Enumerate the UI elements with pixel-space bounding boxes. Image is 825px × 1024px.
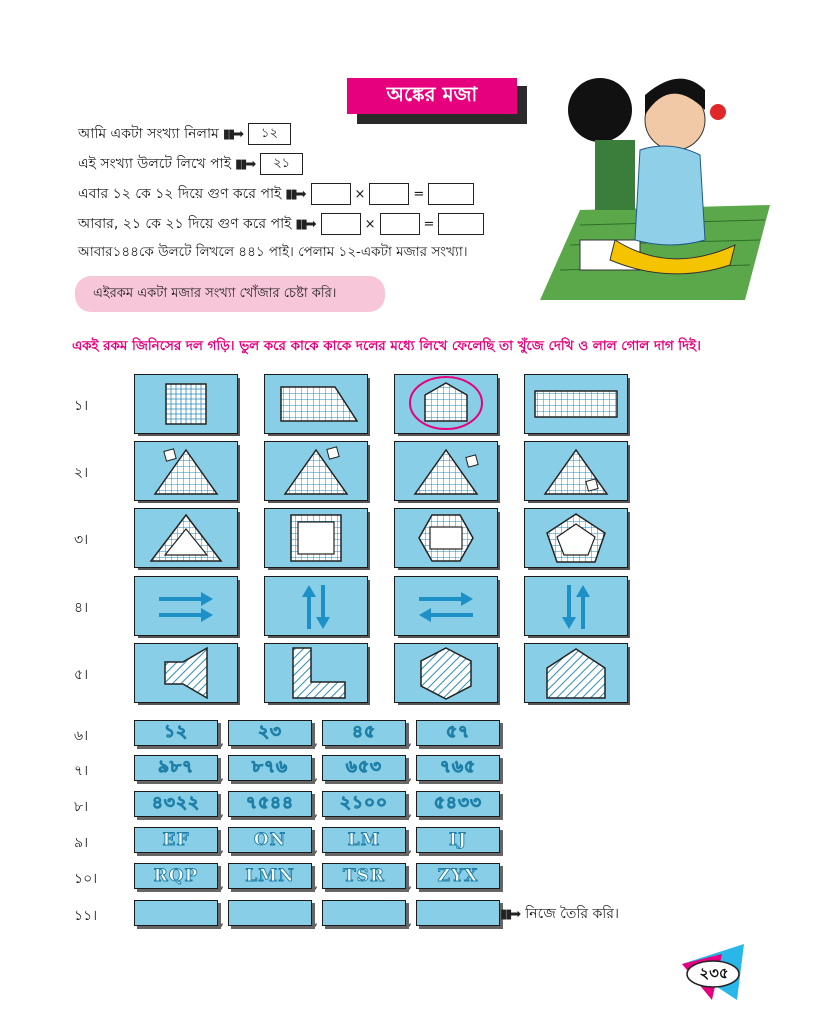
hatched-hexagon-icon bbox=[395, 644, 497, 702]
number-cell[interactable] bbox=[228, 900, 312, 926]
comma: , bbox=[220, 769, 224, 783]
answer-box[interactable] bbox=[438, 213, 484, 235]
shape-tile-grid-square[interactable] bbox=[134, 374, 238, 434]
number-box: ১২ bbox=[248, 123, 291, 145]
comma: , bbox=[314, 734, 318, 748]
page-number: ২৩৫ bbox=[699, 964, 729, 982]
number-cell[interactable]: ZYX bbox=[416, 863, 500, 889]
arrows-down-up-icon bbox=[525, 577, 627, 635]
shape-tile-arrows-up-down[interactable] bbox=[264, 576, 368, 636]
number-cell[interactable]: ২৩ bbox=[228, 720, 312, 746]
number-cell[interactable]: EF bbox=[134, 827, 218, 853]
intro-text-1: আমি একটা সংখ্যা নিলাম bbox=[78, 126, 219, 142]
number-cell[interactable]: IJ bbox=[416, 827, 500, 853]
arrows-opposite-icon bbox=[395, 577, 497, 635]
shape-tile-hatched-L[interactable] bbox=[264, 643, 368, 703]
comma: , bbox=[408, 734, 412, 748]
shape-tile-triangle-flag[interactable] bbox=[264, 441, 368, 501]
intro-line-4 bbox=[78, 212, 484, 236]
comma: , bbox=[408, 841, 412, 855]
shape-tile-pentagon-frame[interactable] bbox=[524, 508, 628, 568]
row-label: ৪। bbox=[74, 600, 89, 616]
arrow-icon: ▮▮➡ bbox=[295, 216, 315, 232]
equals-sign: = bbox=[413, 186, 425, 202]
number-cell[interactable] bbox=[416, 900, 500, 926]
intro-text-3: এবার ১২ কে ১২ দিয়ে গুণ করে পাই bbox=[78, 186, 282, 202]
number-cell[interactable]: ২১০০ bbox=[322, 791, 406, 817]
number-cell[interactable]: LM bbox=[322, 827, 406, 853]
answer-box[interactable] bbox=[380, 213, 420, 235]
equals-sign: = bbox=[423, 216, 435, 232]
comma: , bbox=[314, 769, 318, 783]
shape-tile-square-frame[interactable] bbox=[264, 508, 368, 568]
triangle-flag-icon bbox=[265, 442, 367, 500]
row-label: ৭। bbox=[74, 763, 89, 779]
comma: , bbox=[408, 914, 412, 928]
intro-text-4: আবার, ২১ কে ২১ দিয়ে গুণ করে পাই bbox=[78, 216, 292, 232]
intro-line-3 bbox=[78, 182, 474, 206]
children-illustration bbox=[520, 70, 770, 300]
number-cell[interactable]: ON bbox=[228, 827, 312, 853]
task-note bbox=[75, 276, 385, 312]
intro-line-1 bbox=[78, 122, 291, 146]
intro-line-2 bbox=[78, 152, 303, 176]
arrows-up-down-icon bbox=[265, 577, 367, 635]
comma: , bbox=[220, 914, 224, 928]
row-label: ৯। bbox=[74, 835, 89, 851]
arrows-right-icon bbox=[135, 577, 237, 635]
number-cell[interactable]: TSR bbox=[322, 863, 406, 889]
number-cell[interactable]: LMN bbox=[228, 863, 312, 889]
square-frame-icon bbox=[265, 509, 367, 567]
number-cell[interactable]: ৭৬৫ bbox=[416, 755, 500, 781]
number-cell[interactable] bbox=[134, 900, 218, 926]
intro-line-5 bbox=[78, 241, 468, 264]
intro-text-2: এই সংখ্যা উলটে লিখে পাই bbox=[78, 156, 232, 172]
shape-tile-grid-pentagon-circled[interactable] bbox=[394, 374, 498, 434]
times-sign: × bbox=[354, 186, 366, 202]
hatched-L-icon bbox=[265, 644, 367, 702]
comma: , bbox=[408, 769, 412, 783]
shape-tile-triangle-frame[interactable] bbox=[134, 508, 238, 568]
comma: , bbox=[220, 734, 224, 748]
number-cell[interactable] bbox=[322, 900, 406, 926]
comma: , bbox=[314, 914, 318, 928]
shape-tile-hatched-hexagon[interactable] bbox=[394, 643, 498, 703]
shape-tile-triangle-flag[interactable] bbox=[394, 441, 498, 501]
number-cell[interactable]: ৭৫৪৪ bbox=[228, 791, 312, 817]
triangle-frame-icon bbox=[135, 509, 237, 567]
number-cell[interactable]: ৮৭৬ bbox=[228, 755, 312, 781]
pentagon-frame-icon bbox=[525, 509, 627, 567]
comma: , bbox=[314, 805, 318, 819]
grid-pentagon-circled-icon bbox=[395, 375, 497, 433]
hexagon-frame-icon bbox=[395, 509, 497, 567]
shape-tile-grid-rectangle[interactable] bbox=[524, 374, 628, 434]
number-cell[interactable]: ৫৪৩৩ bbox=[416, 791, 500, 817]
hatched-trapezoid-icon bbox=[135, 644, 237, 702]
shape-tile-grid-trapezoid[interactable] bbox=[264, 374, 368, 434]
shape-tile-triangle-flag[interactable] bbox=[524, 441, 628, 501]
row-label: ১১। bbox=[74, 908, 98, 924]
comma: , bbox=[408, 805, 412, 819]
hatched-house-icon bbox=[525, 644, 627, 702]
number-cell[interactable]: ১২ bbox=[134, 720, 218, 746]
number-cell[interactable]: ৯৮৭ bbox=[134, 755, 218, 781]
self-make-note bbox=[496, 902, 619, 926]
number-box: ২১ bbox=[260, 153, 303, 175]
arrow-icon: ▮▮➡ bbox=[500, 906, 520, 922]
comma: , bbox=[220, 877, 224, 891]
row-label: ৫। bbox=[74, 667, 89, 683]
number-cell[interactable]: ৫৭ bbox=[416, 720, 500, 746]
number-cell[interactable]: ৬৫৩ bbox=[322, 755, 406, 781]
comma: , bbox=[314, 841, 318, 855]
number-cell[interactable]: ৪৫ bbox=[322, 720, 406, 746]
row-label: ৩। bbox=[74, 532, 89, 548]
times-sign: × bbox=[364, 216, 376, 232]
comma: , bbox=[408, 877, 412, 891]
arrow-icon: ▮▮➡ bbox=[222, 126, 243, 142]
grid-square-icon bbox=[135, 375, 237, 433]
row-label: ৬। bbox=[74, 728, 89, 744]
shape-tile-hatched-house[interactable] bbox=[524, 643, 628, 703]
answer-box[interactable] bbox=[428, 183, 474, 205]
comma: , bbox=[314, 877, 318, 891]
answer-box[interactable] bbox=[369, 183, 409, 205]
row-label: ২। bbox=[74, 465, 89, 481]
shape-tile-hexagon-frame[interactable] bbox=[394, 508, 498, 568]
self-make-text: নিজে তৈরি করি। bbox=[525, 906, 619, 922]
number-cell[interactable]: ৪৩২২ bbox=[134, 791, 218, 817]
arrow-icon: ▮▮➡ bbox=[235, 156, 255, 172]
triangle-flag-icon bbox=[525, 442, 627, 500]
intro-text-5: আবার১৪৪কে উলটে লিখলে ৪৪১ পাই। পেলাম ১২-একটা মজার সংখ্যা। bbox=[78, 244, 468, 260]
shape-tile-arrows-down-up[interactable] bbox=[524, 576, 628, 636]
comma: , bbox=[220, 805, 224, 819]
number-cell[interactable]: RQP bbox=[134, 863, 218, 889]
page-title: অঙ্কের মজা bbox=[347, 78, 517, 114]
grid-rectangle-icon bbox=[525, 375, 627, 433]
shape-tile-arrows-opposite[interactable] bbox=[394, 576, 498, 636]
task-note-text: এইরকম একটা মজার সংখ্যা খোঁজার চেষ্টা করি। bbox=[93, 285, 337, 301]
instruction: একই রকম জিনিসের দল গড়ি। ভুল করে কাকে কাকে দলের মধ্যে লিখে ফেলেছি তা খুঁজে দেখি ও লাল গোল দাগ দিই। bbox=[72, 339, 701, 354]
row-label: ১০। bbox=[74, 871, 98, 887]
answer-box[interactable] bbox=[321, 213, 361, 235]
row-label: ৮। bbox=[74, 799, 89, 815]
shape-tile-triangle-flag[interactable] bbox=[134, 441, 238, 501]
triangle-flag-icon bbox=[135, 442, 237, 500]
shape-tile-hatched-trapezoid[interactable] bbox=[134, 643, 238, 703]
comma: , bbox=[220, 841, 224, 855]
grid-trapezoid-icon bbox=[265, 375, 367, 433]
shape-tile-arrows-right[interactable] bbox=[134, 576, 238, 636]
arrow-icon: ▮▮➡ bbox=[285, 186, 305, 202]
row-label: ১। bbox=[74, 398, 89, 414]
answer-box[interactable] bbox=[311, 183, 351, 205]
triangle-flag-icon bbox=[395, 442, 497, 500]
